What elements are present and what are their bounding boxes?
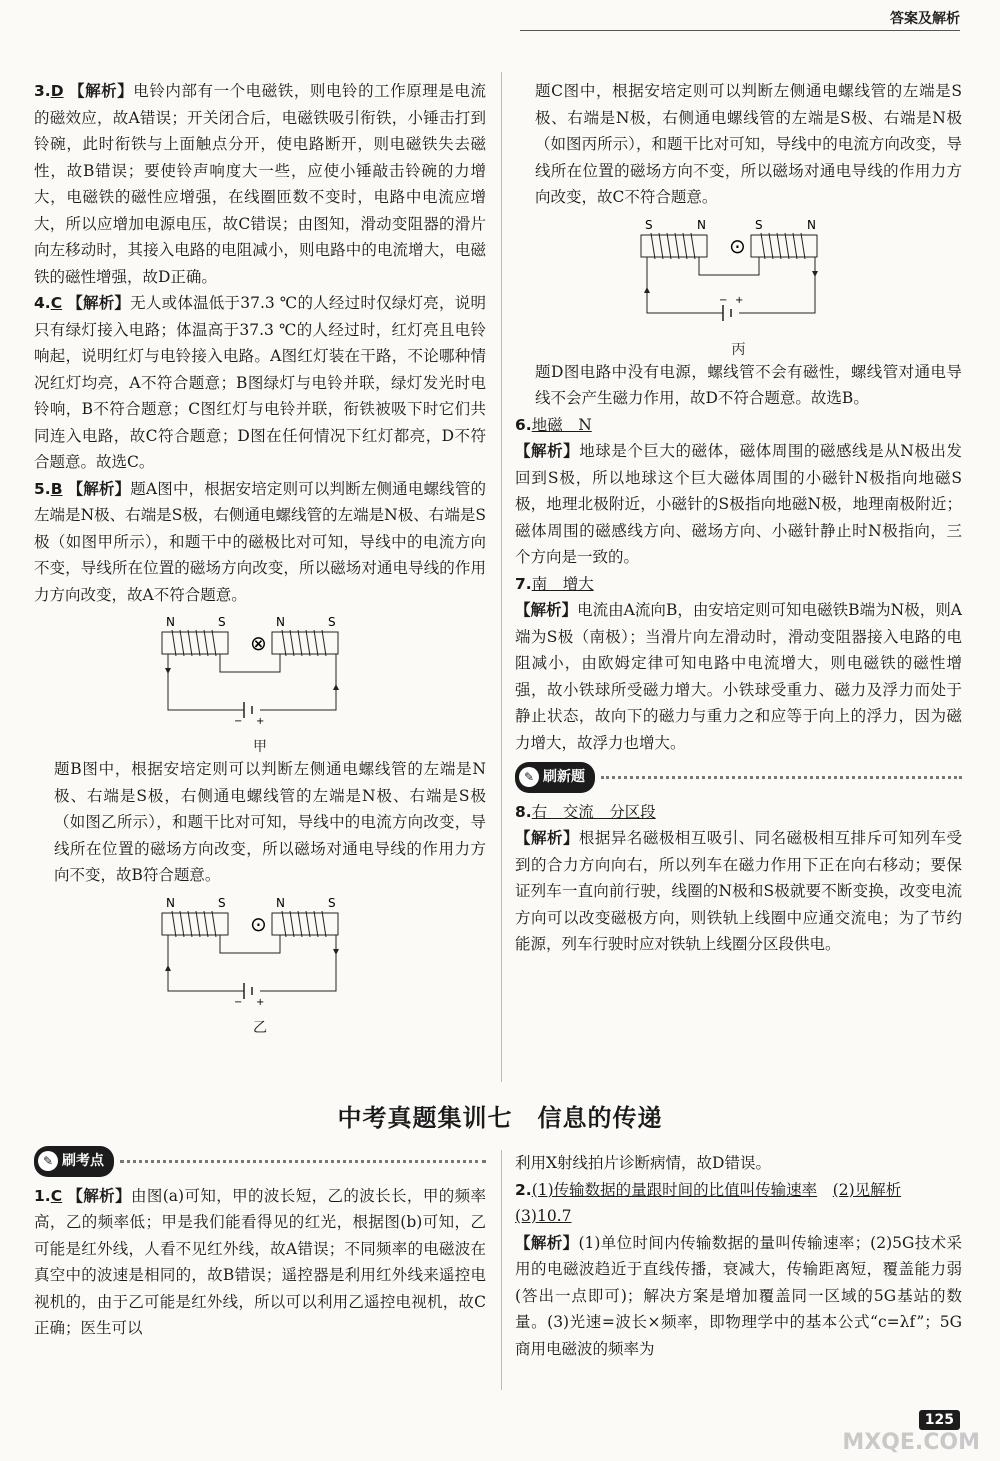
arrow-icon xyxy=(333,684,339,690)
badge-label: 刷新题 xyxy=(543,769,585,785)
left-column-section-7 xyxy=(34,1153,486,1342)
pole-label: S xyxy=(328,895,336,910)
pole-label: S xyxy=(754,217,763,232)
question-number: 6. xyxy=(515,415,532,434)
battery-symbol xyxy=(244,702,252,718)
current-symbol: ⊙ xyxy=(728,233,746,258)
arrow-icon xyxy=(812,271,818,277)
column-divider xyxy=(501,72,502,1082)
pole-label: N xyxy=(276,615,285,629)
question-number: 1. xyxy=(34,1186,51,1205)
answer-6 xyxy=(515,412,962,439)
wire xyxy=(699,257,759,275)
wire xyxy=(168,654,336,710)
wire xyxy=(647,257,815,313)
answer-choice: C xyxy=(50,294,63,312)
figure-caption: 甲 xyxy=(253,739,267,755)
answer-fill: 地磁 N xyxy=(531,415,592,434)
solenoid-right xyxy=(751,235,817,257)
coil-windings xyxy=(761,233,805,259)
pole-label: S xyxy=(644,217,653,232)
answer-fill: (3)10.7 xyxy=(515,1207,572,1225)
right-column xyxy=(515,78,962,958)
pencil-icon: ✎ xyxy=(519,767,539,787)
answer-choice: B xyxy=(50,479,63,498)
exam-points-badge xyxy=(34,1146,114,1177)
question-number: 7. xyxy=(515,574,532,593)
solenoid-left xyxy=(162,913,228,935)
answer-5-part-d: 题D图电路中没有电源，螺线管不会有磁性，螺线管对通电导线不会产生磁力作用，故D不符合题意。故选B。 xyxy=(535,362,962,407)
solenoid-right xyxy=(272,913,338,935)
battery-minus: − xyxy=(234,996,243,1008)
analysis-tag: 【解析】 xyxy=(69,81,134,100)
current-symbol: ⊙ xyxy=(250,911,267,936)
answer-5-part-c: 题C图中，根据安培定则可以判断左侧通电螺线管的左端是S极、右端是N极，右侧通电螺线管的左端是S极、右端是N极（如图丙所示），和题干比对可知，导线中的电流方向改变，导线所在位置的磁场方向不变，所以磁场对通电导线的作用力方向改变，故C不符合题意。 xyxy=(535,82,962,206)
solenoid-left xyxy=(641,235,707,257)
analysis-text: 根据异名磁极相互吸引、同名磁极相互排斥可知列车受到的合力方向向右，所以列车在磁力作用下正在向右移动；要保证列车一直向前行驶，线圈的N极和S极就要不断变换，改变电流方向可以改变磁极方向，则铁轨上线圈中应通交流电；为了节约能源，列车行驶时应对铁轨上线圈分区段供电。 xyxy=(515,829,962,953)
wire xyxy=(220,935,280,953)
analysis-8 xyxy=(515,825,962,958)
analysis-tag: 【解析】 xyxy=(67,293,131,312)
left-column xyxy=(34,78,486,1037)
analysis-tag: 【解析】 xyxy=(515,1232,579,1252)
header-rule xyxy=(520,30,960,31)
arrow-icon xyxy=(644,287,650,293)
question-number: 4. xyxy=(34,294,51,312)
analysis-text: 由图(a)可知，甲的波长短，乙的波长长，甲的频率高，乙的频率低；甲是我们能看得见的红光，根据图(b)可知，乙可能是红外线，人看不见红外线，故A错误；不同频率的电磁波在真空中的波速是相同的，故B错误；遥控器是利用红外线来遥控电视机的，由于乙可能是红外线，所以可以利用乙遥控电视机，故C正确；医生可以 xyxy=(34,1186,486,1337)
arrow-icon xyxy=(165,668,171,674)
solenoid-left xyxy=(162,632,228,654)
analysis-text: 题A图中，根据安培定则可以判断左侧通电螺线管的左端是N极、右端是S极，右侧通电螺线管的左端是N极、右端是S极（如图甲所示），和题干中的磁极比对可知，导线中的电流方向不变，导线所在位置的磁场方向改变，所以磁场对通电导线的作用力方向改变，故A不符合题意。 xyxy=(34,479,486,604)
battery-minus: − xyxy=(234,716,243,727)
coil-windings xyxy=(172,911,216,937)
battery-minus: − xyxy=(718,294,727,306)
battery-symbol xyxy=(723,305,731,321)
answer-fill: (2)见解析 xyxy=(832,1180,902,1199)
answer-choice: D xyxy=(50,82,64,100)
new-questions-badge xyxy=(515,762,595,793)
analysis-7 xyxy=(515,597,962,756)
dotted-rule xyxy=(120,1160,486,1163)
battery-plus: + xyxy=(256,996,265,1008)
figure-caption: 丙 xyxy=(731,341,746,358)
s7-answer-2 xyxy=(515,1177,962,1204)
column-divider xyxy=(501,1150,502,1390)
wire xyxy=(168,935,336,991)
exam-points-banner xyxy=(34,1146,486,1177)
section-title: 中考真题集训七 信息的传递 xyxy=(337,1104,663,1132)
s7-analysis-2 xyxy=(515,1230,962,1363)
right-column-section-7 xyxy=(515,1150,962,1362)
coil-windings xyxy=(172,630,216,656)
analysis-text: 电铃内部有一个电磁铁，则电铃的工作原理是电流的磁效应，故A错误；开关闭合后，电磁铁吸引衔铁，小锤击打到铃碗，此时衔铁与上面触点分开，使电路断开，则电磁铁失去磁性，故B错误；要使铃声响度大一些，应使小锤敲击铃碗的力增大，电磁铁的磁性应增强，在线圈匝数不变时，电路中电流应增大，所以应增加电源电压，故C错误；由图知，滑动变阻器的滑片向左移动时，其接入电路的电阻减小，则电路中的电流增大，电磁铁的磁性增强，故D正确。 xyxy=(34,82,486,286)
question-number: 2. xyxy=(515,1180,532,1199)
analysis-text: 地球是个巨大的磁体，磁体周围的磁感线是从N极出发回到S极，所以地球这个巨大磁体周围的小磁针N极指向地磁S极，地理北极附近，小磁针的S极指向地磁N极，地理南极附近；磁体周围的磁感线方向、磁场方向、小磁针静止时N极指向，三个方向是一致的。 xyxy=(515,442,962,566)
answer-choice: C xyxy=(50,1186,63,1205)
wire xyxy=(220,654,280,672)
analysis-tag: 【解析】 xyxy=(67,1185,131,1205)
page-header: 答案及解析 xyxy=(890,11,960,27)
answer-4 xyxy=(34,290,486,476)
answer-7 xyxy=(515,571,962,598)
analysis-tag: 【解析】 xyxy=(515,600,578,619)
arrow-icon xyxy=(165,965,171,971)
solenoid-diagram-bing xyxy=(639,217,839,337)
answer-5 xyxy=(34,476,486,609)
battery-symbol xyxy=(244,983,252,999)
s7-answer-1-continued: 利用X射线拍片诊断病情，故D错误。 xyxy=(515,1154,771,1172)
pencil-icon: ✎ xyxy=(38,1151,58,1171)
analysis-tag: 【解析】 xyxy=(515,828,579,847)
question-number: 5. xyxy=(34,479,51,498)
answer-fill: 右 交流 分区段 xyxy=(531,802,656,821)
analysis-tag: 【解析】 xyxy=(515,441,580,460)
pole-label: N xyxy=(166,615,175,629)
analysis-text: (1)单位时间内传输数据的量叫传输速率；(2)5G技术采用的电磁波趋近于直线传播，衰减大，传输距离短，覆盖能力弱(答出一点即可)；解决方案是增加覆盖同一区域的5G基站的数量。(3)光速=波长×频率，即物理学中的基本公式“c=λf”；5G商用电磁波的频率为 xyxy=(515,1233,962,1358)
pole-label: N xyxy=(696,217,706,232)
solenoid-diagram-yi xyxy=(160,895,360,1015)
watermark: MXQE.COM xyxy=(842,1430,980,1455)
coil-windings xyxy=(282,911,326,937)
battery-plus: + xyxy=(734,294,743,306)
battery-plus: + xyxy=(256,716,265,727)
analysis-6 xyxy=(515,438,962,571)
answer-8 xyxy=(515,799,962,826)
badge-label: 刷考点 xyxy=(62,1153,104,1169)
pole-label: N xyxy=(806,217,816,232)
answer-fill: 南 增大 xyxy=(531,574,594,593)
pole-label: N xyxy=(276,895,285,910)
question-number: 8. xyxy=(515,802,532,821)
question-number: 3. xyxy=(34,82,51,100)
solenoid-diagram-jia xyxy=(160,614,360,734)
pole-label: S xyxy=(328,615,336,629)
coil-windings xyxy=(651,233,695,259)
pole-label: N xyxy=(166,895,175,910)
analysis-tag: 【解析】 xyxy=(67,478,131,498)
coil-windings xyxy=(282,630,326,656)
answer-5-part-b: 题B图中，根据安培定则可以判断左侧通电螺线管的左端是N极、右端是S极，右侧通电螺线管的左端是N极、右端是S极（如图乙所示），和题干比对可知，导线中的电流方向改变，导线所在位置的磁场方向改变，所以磁场对通电导线的作用力方向不变，故B符合题意。 xyxy=(54,760,486,884)
analysis-text: 无人或体温低于37.3 ℃的人经过时仅绿灯亮，说明只有绿灯接入电路；体温高于37.3 ℃的人经过时，红灯亮且电铃响起，说明红灯与电铃接入电路。A图红灯装在干路，不论哪种情况红灯均亮，A不符合题意；B图绿灯与电铃并联，绿灯发光时电铃响，B不符合题意；C图红灯与电铃并联，衔铁被吸下时它们共同连入电路，故C符合题意；D图在任何情况下红灯都亮，D不符合题意。故选C。 xyxy=(34,294,486,471)
pole-label: S xyxy=(218,895,226,910)
dotted-rule xyxy=(601,776,962,779)
answer-3 xyxy=(34,78,486,290)
analysis-text: 电流由A流向B，由安培定则可知电磁铁B端为N极，则A端为S极（南极）；当滑片向左滑动时，滑动变阻器接入电路的电阻减小，由欧姆定律可知电路中电流增大，则电磁铁的磁性增强，故小铁球所受磁力增大。小铁球受重力、磁力及浮力而处于静止状态，故向下的磁力与重力之和应等于向上的浮力，因为磁力增大，故浮力也增大。 xyxy=(515,601,962,752)
s7-answer-2-part3 xyxy=(515,1203,962,1230)
solenoid-right xyxy=(272,632,338,654)
figure-caption: 乙 xyxy=(253,1019,267,1036)
answer-fill: (1)传输数据的量跟时间的比值叫传输速率 xyxy=(531,1180,818,1199)
arrow-icon xyxy=(333,949,339,955)
s7-answer-1 xyxy=(34,1183,486,1342)
new-questions-banner xyxy=(515,762,962,793)
page-number: 125 xyxy=(919,1410,960,1430)
current-symbol: ⊗ xyxy=(250,631,267,655)
pole-label: S xyxy=(218,615,226,629)
